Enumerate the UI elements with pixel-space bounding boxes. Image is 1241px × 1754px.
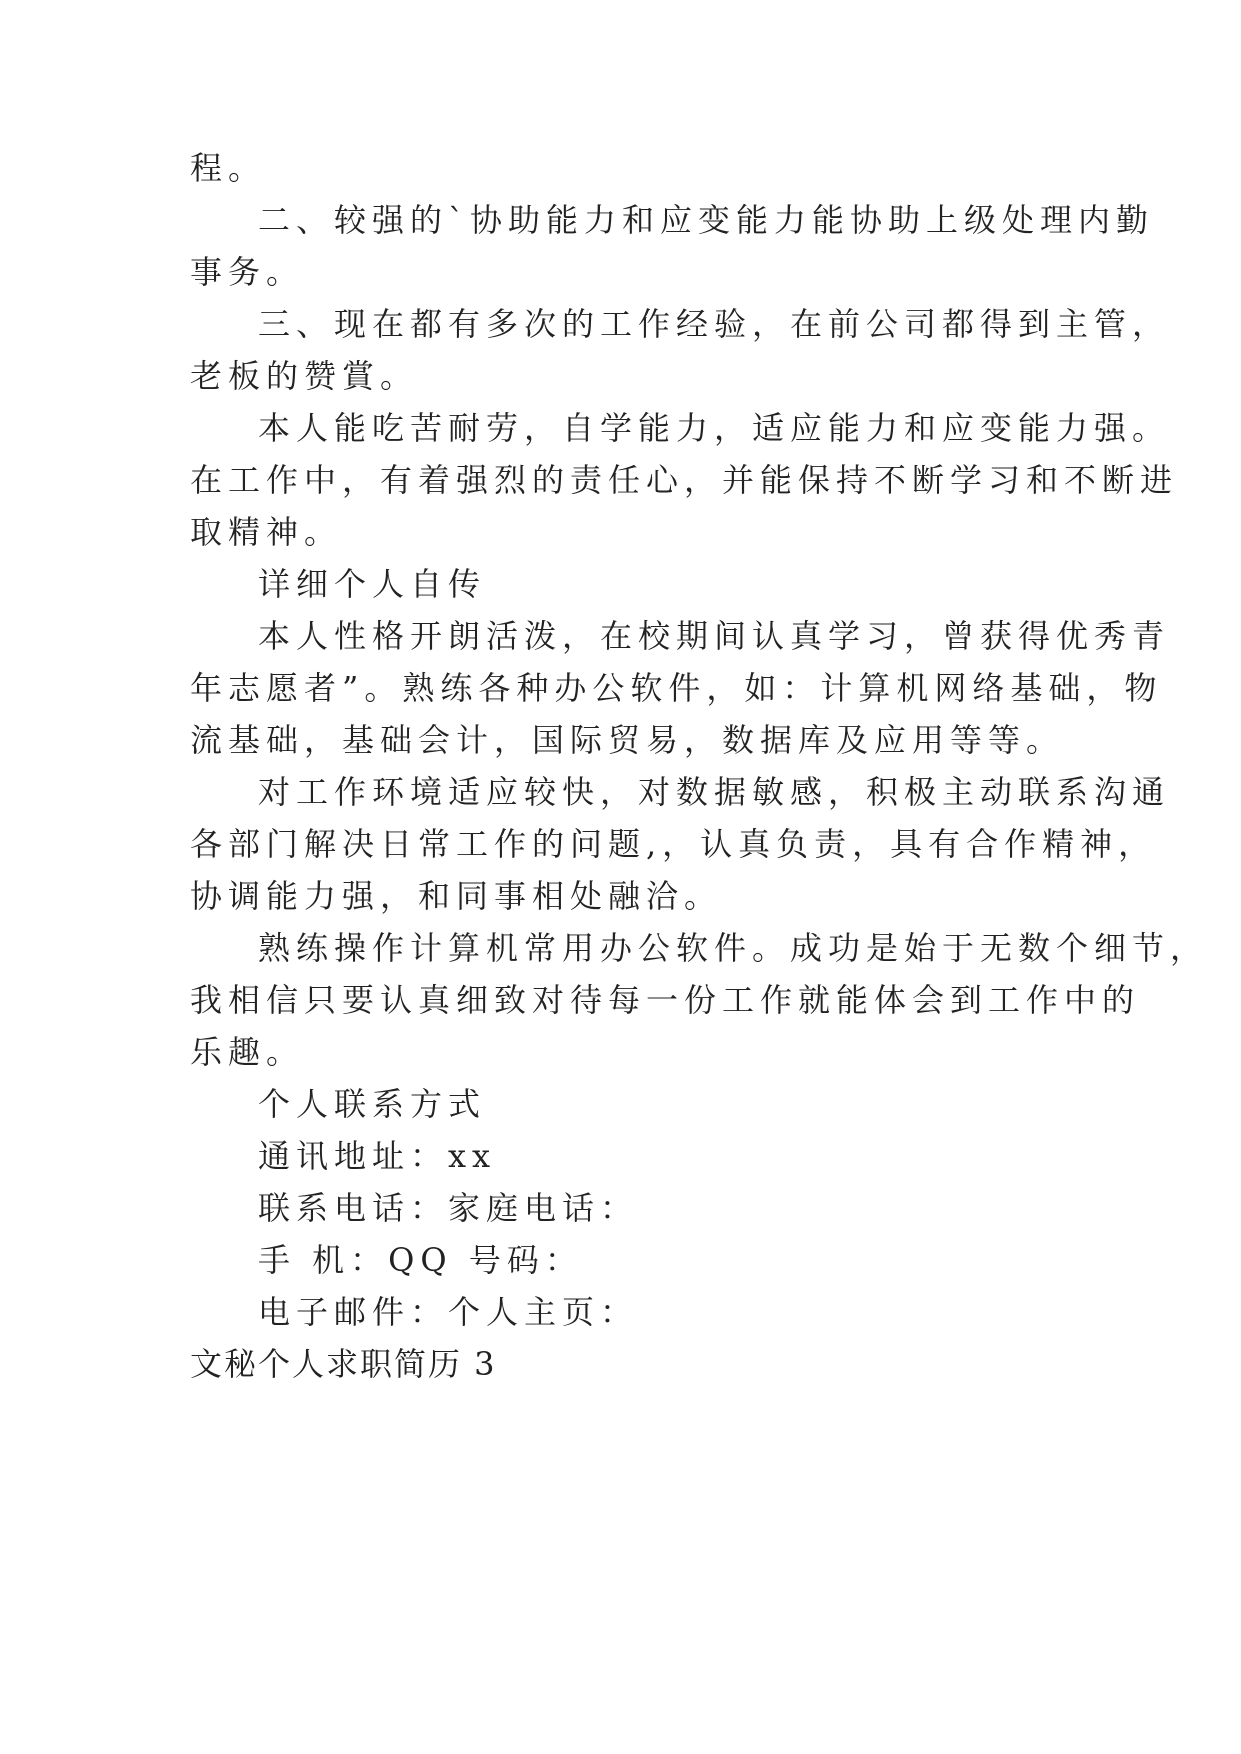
text-line: 年志愿者”。熟练各种办公软件，如：计算机网络基础，物 [190,669,1163,707]
text-line: 取精神。 [190,513,343,551]
text-line: 二、较强的`协助能力和应变能力能协助上级处理内勤 [258,201,1155,239]
text-line: 乐趣。 [190,1033,305,1071]
text-line: 对工作环境适应较快，对数据敏感，积极主动联系沟通 [258,773,1171,811]
text-line: 老板的赞賞。 [190,357,419,395]
contact-phone: 联系电话：家庭电话： [258,1189,639,1227]
text-line: 在工作中，有着强烈的责任心，并能保持不断学习和不断进 [190,461,1179,499]
section-heading: 详细个人自传 [258,565,487,603]
section-heading: 个人联系方式 [258,1085,487,1123]
contact-address: 通讯地址：xx [258,1137,497,1175]
contact-email: 电子邮件：个人主页： [258,1293,639,1331]
text-line: 熟练操作计算机常用办公软件。成功是始于无数个细节， [258,929,1209,967]
text-line: 协调能力强，和同事相处融洽。 [190,877,723,915]
text-line: 事务。 [190,253,305,291]
next-section-title: 文秘个人求职简历 3 [190,1345,497,1383]
text-line: 我相信只要认真细致对待每一份工作就能体会到工作中的 [190,981,1141,1019]
text-line: 流基础，基础会计，国际贸易，数据库及应用等等。 [190,721,1065,759]
text-line: 程。 [190,149,267,187]
text-line: 三、现在都有多次的工作经验，在前公司都得到主管， [258,305,1171,343]
text-line: 本人性格开朗活泼，在校期间认真学习，曾获得优秀青 [258,617,1171,655]
text-line: 本人能吃苦耐劳，自学能力，适应能力和应变能力强。 [258,409,1171,447]
text-line: 各部门解决日常工作的问题,，认真负责，具有合作精神， [190,825,1157,863]
contact-mobile: 手 机：QQ 号码： [258,1241,583,1279]
